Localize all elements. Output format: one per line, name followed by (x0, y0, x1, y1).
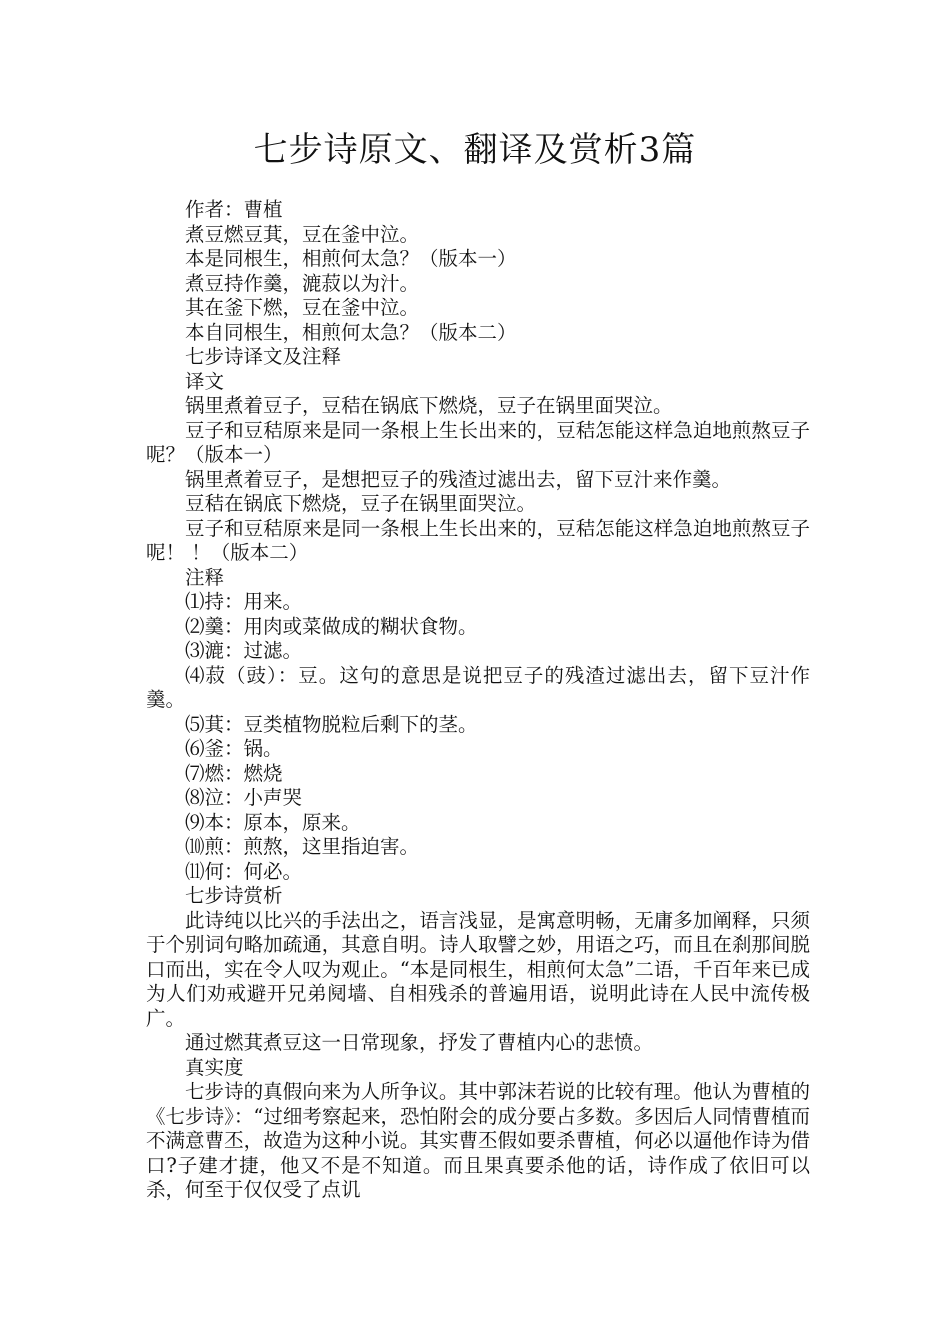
translation-paragraph: 豆秸在锅底下燃烧，豆子在锅里面哭泣。 (185, 492, 537, 515)
subsection-heading: 译文 (185, 369, 225, 393)
translation-paragraph: 锅里煮着豆子，豆秸在锅底下燃烧，豆子在锅里面哭泣。 (185, 394, 673, 417)
note-item: ⑸萁：豆类植物脱粒后剩下的茎。 (185, 712, 478, 736)
poem-line: 本是同根生，相煎何太急？（版本一） (185, 247, 517, 270)
document-title: 七步诗原文、翻译及赏析3篇 (253, 130, 697, 170)
analysis-paragraph: 此诗纯以比兴的手法出之，语言浅显，是寓意明畅，无庸多加阐释，只须于个别词句略加疏通，其意自明。诗人取譬之妙，用语之巧，而且在刹那间脱口而出，实在令人叹为观止。“本是同根生，相煎何太急”二语，千百年来已成为人们劝戒避开兄弟阋墙、自相残杀的普遍用语，说明此诗在人民中流传极广。 (146, 908, 810, 1030)
section-heading: 七步诗赏析 (185, 884, 283, 907)
note-item: ⑻泣：小声哭 (185, 786, 303, 809)
note-item: ⑴持：用来。 (185, 590, 303, 613)
poem-line: 本自同根生，相煎何太急？（版本二） (185, 320, 517, 344)
note-item: ⑽煎：煎熬，这里指迫害。 (185, 835, 420, 858)
note-item: ⑾何：何必。 (185, 859, 303, 883)
note-item: ⑹釜：锅。 (185, 737, 283, 760)
subsection-heading: 注释 (185, 565, 225, 589)
poem-line: 煮豆燃豆萁，豆在釜中泣。 (185, 222, 420, 246)
section-heading: 七步诗译文及注释 (185, 345, 342, 368)
note-item: ⑷菽（豉）：豆。这句的意思是说把豆子的残渣过滤出去，留下豆汁作羹。 (146, 663, 810, 711)
translation-paragraph: 锅里煮着豆子，是想把豆子的残渣过滤出去，留下豆汁来作羹。 (185, 467, 732, 491)
note-item: ⑵羹：用肉或菜做成的糊状食物。 (185, 614, 478, 638)
note-item: ⑶漉：过滤。 (185, 639, 303, 662)
document-body (146, 198, 810, 1203)
translation-paragraph: 豆子和豆秸原来是同一条根上生长出来的，豆秸怎能这样急迫地煎熬豆子呢？（版本一） (146, 418, 810, 466)
poem-line: 煮豆持作羹，漉菽以为汁。 (185, 271, 420, 295)
translation-paragraph: 豆子和豆秸原来是同一条根上生长出来的，豆秸怎能这样急迫地煎熬豆子呢！ ！（版本二） (146, 516, 810, 564)
author-line: 作者：曹植 (185, 198, 283, 221)
authenticity-paragraph: 七步诗的真假向来为人所争议。其中郭沫若说的比较有理。他认为曹植的《七步诗》：“过细考察起来，恐怕附会的成分要占多数。多因后人同情曹植而不满意曹丕，故造为这种小说。其实曹丕假如要杀曹植，何必以逼他作诗为借口?子建才捷，他又不是不知道。而且果真要杀他的话，诗作成了依旧可以杀，何至于仅仅受了点讥 (146, 1080, 810, 1201)
note-item: ⑼本：原本，原来。 (185, 810, 361, 834)
poem-line: 其在釜下燃，豆在釜中泣。 (185, 296, 420, 319)
section-heading: 真实度 (185, 1055, 244, 1079)
analysis-paragraph: 通过燃萁煮豆这一日常现象，抒发了曹植内心的悲愤。 (185, 1031, 654, 1054)
note-item: ⑺燃：燃烧 (185, 761, 283, 785)
